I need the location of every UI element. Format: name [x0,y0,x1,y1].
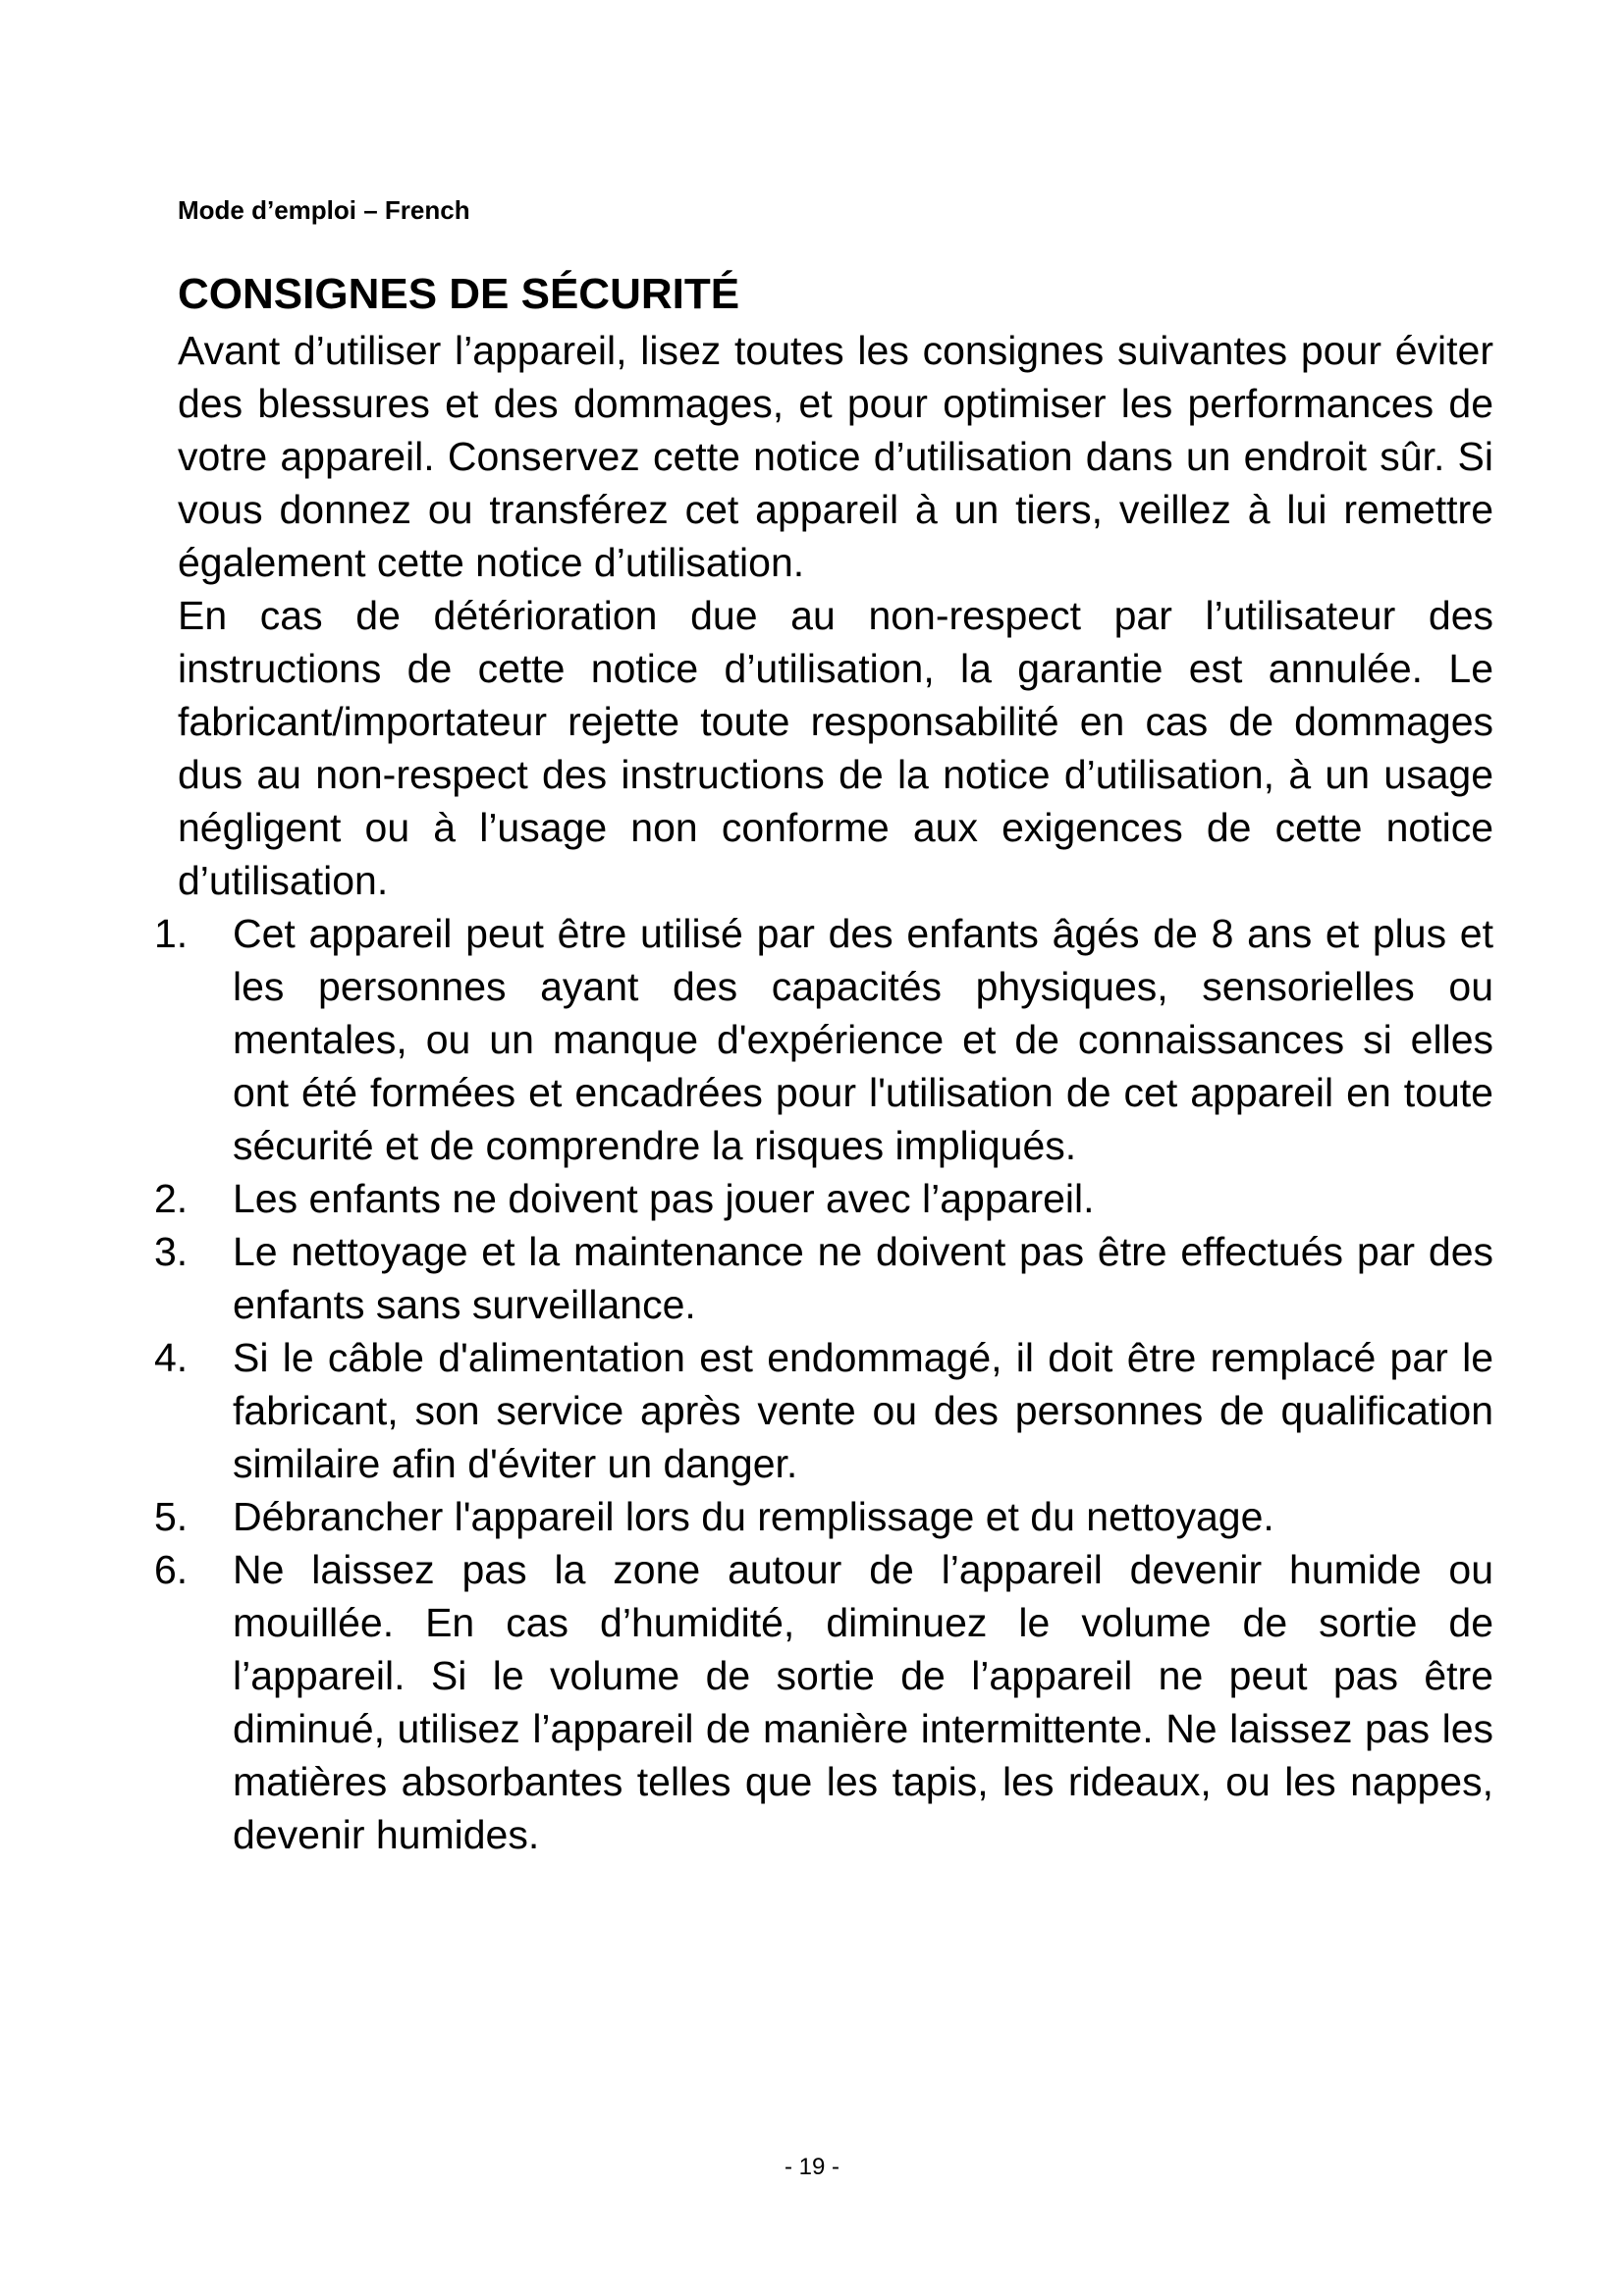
list-item-text: Débrancher l'appareil lors du remplissage et du nettoyage. [233,1494,1274,1539]
safety-instructions-list [154,907,1493,1861]
list-item-number: 2. [154,1176,189,1221]
list-item-number: 6. [154,1547,189,1592]
warranty-paragraph: En cas de détérioration due au non-respect par l’utilisateur des instructions de cette notice d’utilisation, la garantie est annulée. Le fabricant/importateur rejette toute responsabilité en cas de dommages dus au non-respect des instructions de la notice d’utilisation, à un usage négligent ou à l’usage non conforme aux exigences de cette notice d’utilisation. [178,593,1493,903]
list-item [154,1225,1493,1331]
list-item-number: 5. [154,1494,189,1539]
list-item-text: Ne laissez pas la zone autour de l’appareil devenir humide ou mouillée. En cas d’humidité, diminuez le volume de sortie de l’appareil. Si le volume de sortie de l’appareil ne peut pas être diminué, utilisez l’appareil de manière intermittente. Ne laissez pas les matières absorbantes telles que les tapis, les rideaux, ou les nappes, devenir humides. [233,1547,1493,1857]
list-item [154,1172,1493,1225]
list-item-text: Le nettoyage et la maintenance ne doivent pas être effectués par des enfants sans surveillance. [233,1229,1493,1327]
list-item-number: 4. [154,1335,189,1380]
running-header: Mode d’emploi – French [178,195,470,225]
list-item-text: Si le câble d'alimentation est endommagé, il doit être remplacé par le fabricant, son service après vente ou des personnes de qualification similaire afin d'éviter un danger. [233,1335,1493,1486]
list-item [154,1543,1493,1861]
section-title: CONSIGNES DE SÉCURITÉ [178,270,740,318]
list-item-text: Les enfants ne doivent pas jouer avec l’appareil. [233,1176,1095,1221]
list-item [154,907,1493,1172]
list-item [154,1331,1493,1490]
list-item-number: 1. [154,911,189,956]
list-item [154,1490,1493,1543]
list-item-number: 3. [154,1229,189,1274]
page-number: - 19 - [784,2154,839,2180]
safety-section [154,267,1493,1861]
list-item-text: Cet appareil peut être utilisé par des enfants âgés de 8 ans et plus et les personnes ayant des capacités physiques, sensorielles ou mentales, ou un manque d'expérience et de connaissances si elles ont été formées et encadrées pour l'utilisation de cet appareil en toute sécurité et de comprendre la risques impliqués. [233,911,1493,1168]
intro-paragraph: Avant d’utiliser l’appareil, lisez toutes les consignes suivantes pour éviter des blessures et des dommages, et pour optimiser les performances de votre appareil. Conservez cette notice d’utilisation dans un endroit sûr. Si vous donnez ou transférez cet appareil à un tiers, veillez à lui remettre également cette notice d’utilisation. [178,328,1493,585]
